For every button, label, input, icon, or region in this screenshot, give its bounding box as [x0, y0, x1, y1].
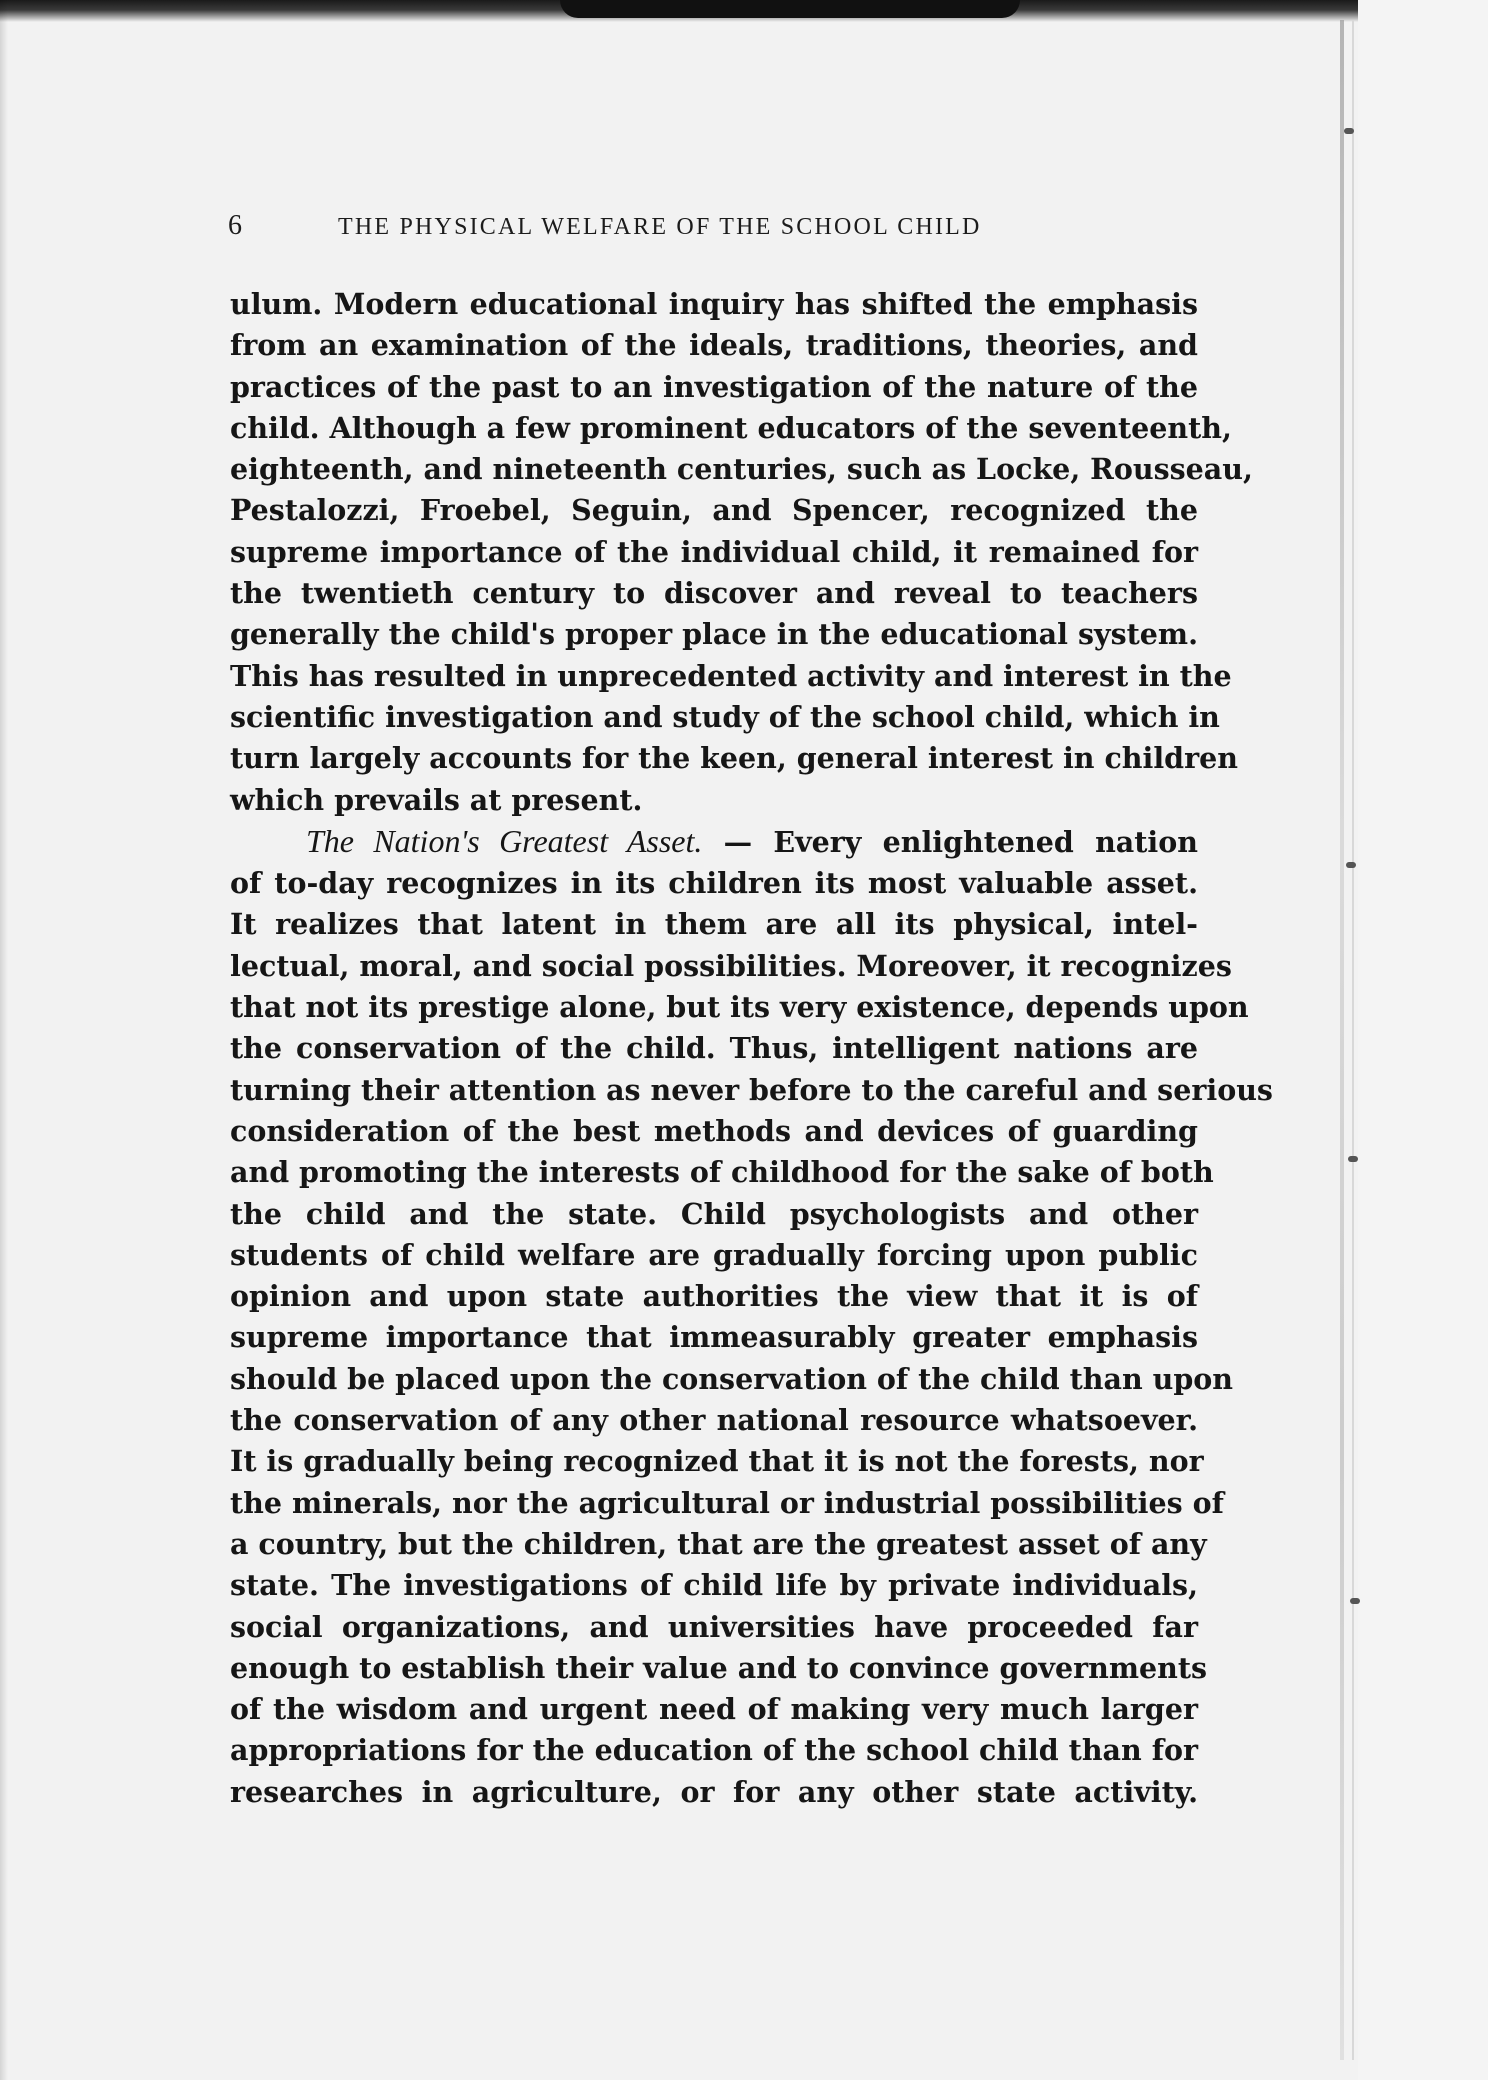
text-line: scientific investigation and study of the school child, which in — [230, 699, 1220, 734]
text-line: turning their attention as never before to the careful and serious — [230, 1072, 1273, 1107]
text-line: the conservation of the child. Thus, intelligent nations are — [230, 1031, 1198, 1066]
scan-left-shadow — [0, 0, 8, 2080]
paragraph-2 — [230, 821, 1273, 1813]
text-line: of the wisdom and urgent need of making very much larger — [230, 1692, 1198, 1727]
text-line: enough to establish their value and to convince governments — [230, 1650, 1208, 1685]
text-line: state. The investigations of child life by private individuals, — [230, 1568, 1198, 1603]
text-line: consideration of the best methods and devices of guarding — [230, 1113, 1198, 1148]
text-line: lectual, moral, and social possibilities. Moreover, it recognizes — [230, 948, 1232, 983]
text-line: opinion and upon state authorities the view that it is of — [230, 1279, 1198, 1314]
section-first-line-text: — Every enlightened nation — [723, 824, 1198, 859]
paragraph-1 — [230, 284, 1253, 821]
text-line: researches in agriculture, or for any other state activity. — [230, 1774, 1198, 1809]
scan-speck — [1344, 128, 1354, 134]
text-line: practices of the past to an investigation of the nature of the — [230, 369, 1198, 404]
text-line: supreme importance that immeasurably greater emphasis — [230, 1320, 1198, 1355]
text-line: the twentieth century to discover and reveal to teachers — [230, 576, 1198, 611]
section-heading: The Nation's Greatest Asset. — [306, 822, 703, 859]
book-title: THE PHYSICAL WELFARE OF THE SCHOOL CHILD — [338, 214, 982, 240]
text-line: students of child welfare are gradually forcing upon public — [230, 1237, 1198, 1272]
text-line: social organizations, and universities have proceeded far — [230, 1609, 1198, 1644]
text-line: This has resulted in unprecedented activity and interest in the — [230, 658, 1232, 693]
text-line: supreme importance of the individual child, it remained for — [230, 534, 1198, 569]
page-binding-edge — [1340, 20, 1344, 2060]
page-binding-edge-inner — [1352, 20, 1354, 2060]
page-number: 6 — [228, 210, 242, 241]
text-line: which prevails at present. — [230, 782, 643, 817]
text-line: child. Although a few prominent educators of the seventeenth, — [230, 410, 1232, 445]
text-line: the child and the state. Child psychologists and other — [230, 1196, 1198, 1231]
section-first-line — [230, 821, 1198, 863]
text-line: a country, but the children, that are the greatest asset of any — [230, 1526, 1207, 1561]
text-line: ulum. Modern educational inquiry has shifted the emphasis — [230, 287, 1198, 321]
text-line: should be placed upon the conservation of the child than upon — [230, 1361, 1233, 1396]
text-line: that not its prestige alone, but its very existence, depends upon — [230, 990, 1249, 1025]
text-line: turn largely accounts for the keen, general interest in children — [230, 741, 1238, 776]
text-line: eighteenth, and nineteenth centuries, such as Locke, Rousseau, — [230, 452, 1253, 487]
text-line: from an examination of the ideals, traditions, theories, and — [230, 328, 1198, 363]
text-line: and promoting the interests of childhood for the sake of both — [230, 1155, 1214, 1190]
text-line: It is gradually being recognized that it is not the forests, nor — [230, 1444, 1204, 1479]
running-head — [228, 210, 1088, 242]
text-line: Pestalozzi, Froebel, Seguin, and Spencer, recognized the — [230, 493, 1198, 528]
text-line: the conservation of any other national resource whatsoever. — [230, 1403, 1198, 1438]
text-line: appropriations for the education of the school child than for — [230, 1733, 1198, 1768]
scan-speck — [1348, 1156, 1358, 1162]
text-line: of to-day recognizes in its children its most valuable asset. — [230, 866, 1198, 901]
right-margin — [1358, 0, 1488, 2080]
scan-speck — [1350, 1598, 1360, 1604]
scan-top-shadow — [560, 0, 1020, 18]
scan-speck — [1346, 862, 1356, 868]
text-line: It realizes that latent in them are all its physical, intel- — [230, 907, 1198, 942]
text-line: generally the child's proper place in the educational system. — [230, 617, 1198, 652]
body-text — [230, 284, 1273, 1813]
text-line: the minerals, nor the agricultural or industrial possibilities of — [230, 1485, 1224, 1520]
